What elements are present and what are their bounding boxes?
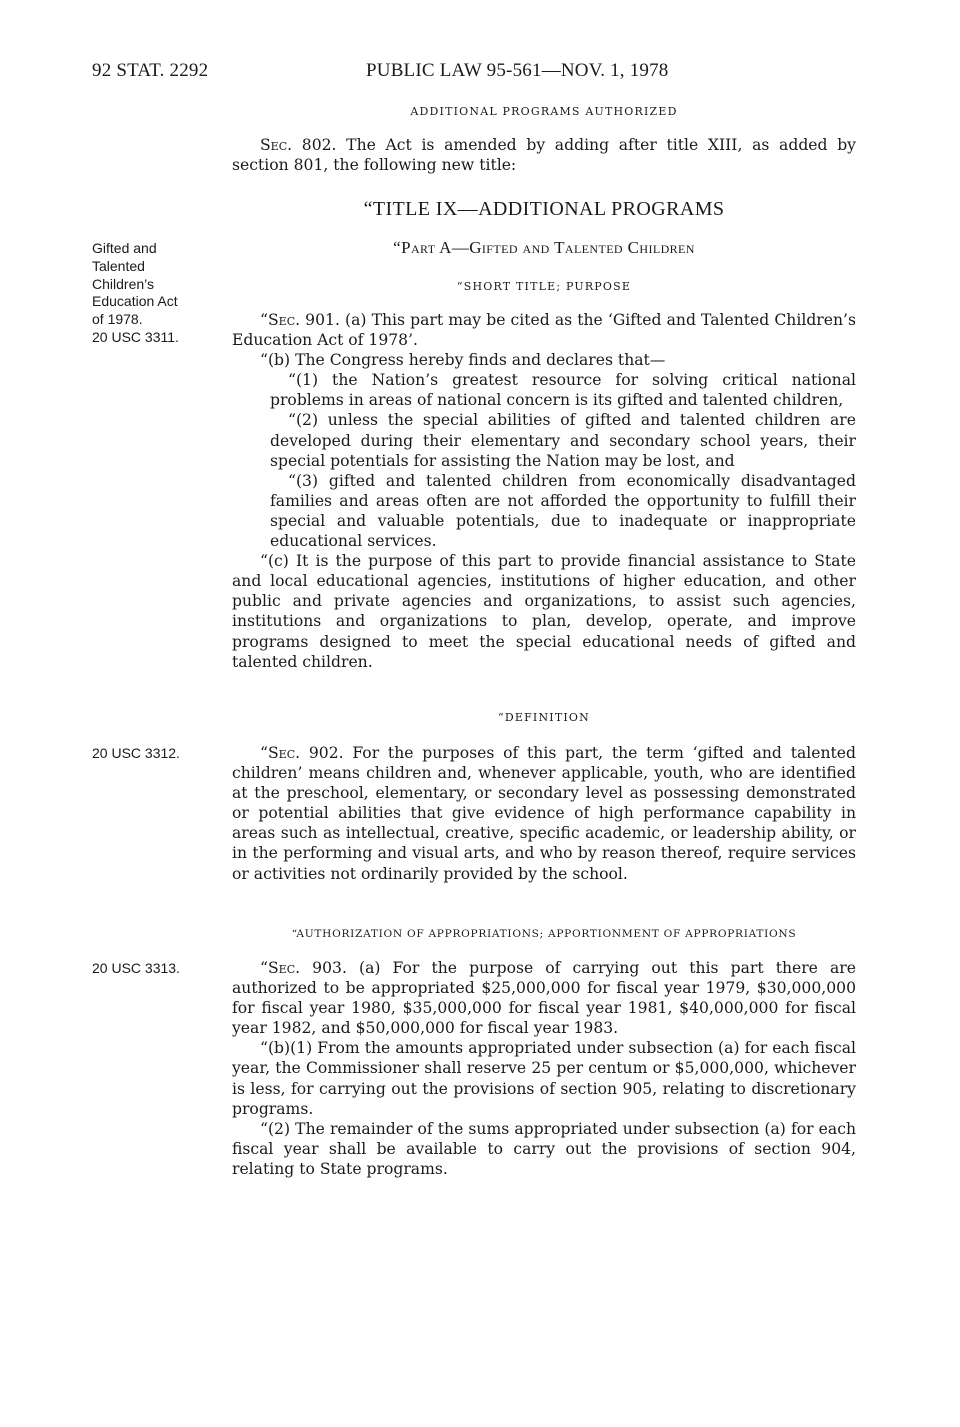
sec-902-block (232, 743, 856, 884)
sec-903-a-text: 903. (a) For the purpose of carrying out this part there are authorized to be appropriated $25,000,000 for fiscal year 1979, $30,000,000 for fiscal year 1980, $35,000,000 for fiscal year 1981, $40,000,000 for fiscal year 1982, and $50,000,000 for fiscal year 1983. (232, 959, 856, 1038)
sec-901-b1: “(1) the Nation’s greatest resource for solving critical national problems in areas of national concern is its gifted and talented children, (270, 371, 856, 410)
sec-label: Sec. (260, 136, 293, 154)
margin-note-line: Talented (92, 257, 145, 274)
section-heading-additional-programs: ADDITIONAL PROGRAMS AUTHORIZED (410, 105, 678, 118)
margin-note-line: Education Act (92, 293, 178, 310)
appropriations-heading: “AUTHORIZATION OF APPROPRIATIONS; APPORTIONMENT OF APPROPRIATIONS (291, 928, 797, 940)
margin-note-3311 (92, 240, 222, 347)
sec-901-block (232, 310, 856, 672)
sec-901-c: “(c) It is the purpose of this part to provide financial assistance to State and local educational agencies, institutions of higher education, and other public and private agencies and organizations, to assist such agencies, institutions and organizations to plan, develop, operate, and improve programs designed to meet the special educational needs of gifted and talented children. (232, 552, 856, 671)
margin-note-line: 20 USC 3311. (92, 328, 179, 345)
margin-note-3312: 20 USC 3312. (92, 745, 180, 761)
sec-802-paragraph (232, 135, 856, 175)
margin-note-line: Gifted and (92, 240, 157, 256)
margin-note-line: Children’s (92, 275, 154, 292)
sec-902-text: 902. For the purposes of this part, the term ‘gifted and talented children’ means children and, whenever applicable, youth, who are identified at the preschool, elementary, or secondary level as possessing demonstrated or potential abilities that give evidence of high performance capability in areas such as intellectual, creative, specific academic, or leadership ability, or in the performing and visual arts, and who by reason thereof, require services or activities not ordinarily provided by the school. (232, 744, 856, 883)
sec-901-b: “(b) The Congress hereby finds and declares that— (260, 351, 666, 370)
sec-903-b1: “(b)(1) From the amounts appropriated under subsection (a) for each fiscal year, the Commissioner shall reserve 25 per centum or $5,000,000, whichever is less, for carrying out the provisions of section 905, relating to discretionary programs. (232, 1039, 856, 1118)
sec-901-b2: “(2) unless the special abilities of gifted and talented children are developed during their elementary and secondary school years, their special potentials for assisting the Nation may be lost, and (270, 411, 856, 470)
open-quote: “ (260, 744, 268, 762)
page-number-stat: 92 STAT. 2292 (92, 60, 209, 81)
title-ix-heading: “TITLE IX—ADDITIONAL PROGRAMS (363, 198, 725, 220)
sec-label: Sec. (267, 744, 301, 762)
part-a-heading: “Part A—Gifted and Talented Children (393, 238, 695, 257)
sec-903-b2: “(2) The remainder of the sums appropriated under subsection (a) for each fiscal year shall be available to carry out the provisions of section 904, relating to State programs. (232, 1119, 856, 1178)
public-law-header: PUBLIC LAW 95-561—NOV. 1, 1978 (366, 60, 669, 81)
sec-label: Sec. (267, 959, 301, 977)
definition-heading: “DEFINITION (498, 711, 590, 724)
margin-note-line: of 1978. (92, 311, 143, 328)
open-quote: “ (260, 311, 268, 329)
short-title-heading: “SHORT TITLE; PURPOSE (456, 280, 632, 293)
sec-901-a-text: 901. (a) This part may be cited as the ‘Gifted and Talented Children’s Education Act of 1978’. (232, 311, 856, 350)
sec-label: Sec. (267, 311, 301, 329)
sec-903-block (232, 958, 856, 1179)
sec-901-b3: “(3) gifted and talented children from economically disadvantaged families and areas often are not afforded the opportunity to fulfill their special and valuable potentials, due to inadequate or inappropriate educational services. (270, 471, 856, 551)
sec-802-text: 802. The Act is amended by adding after title XIII, as added by section 801, the following new title: (232, 136, 856, 175)
open-quote: “ (260, 959, 268, 977)
margin-note-3313: 20 USC 3313. (92, 960, 180, 976)
